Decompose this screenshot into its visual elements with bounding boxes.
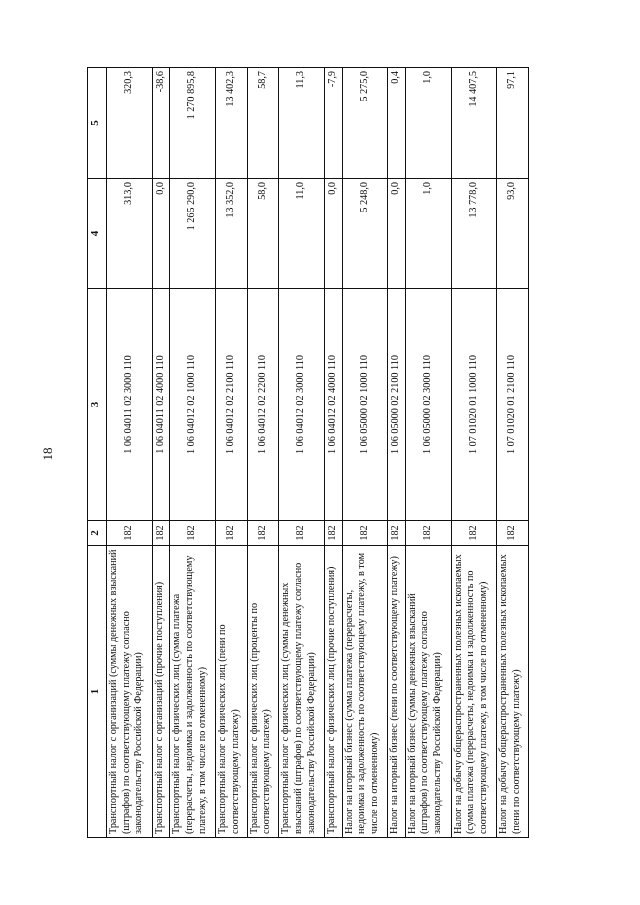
header-col-3: 3 [88, 289, 107, 521]
table-row [107, 68, 153, 838]
row-budget-code: 1 06 05000 02 3000 110 [405, 289, 451, 521]
row-name: Транспортный налог с физических лиц (пени по соответствующему платежу) [216, 546, 248, 838]
row-budget-code: 1 06 05000 02 1000 110 [342, 289, 388, 521]
header-col-5: 5 [88, 68, 107, 179]
row-value-4: 1 265 290,0 [170, 179, 216, 289]
table-header-row [88, 68, 107, 838]
row-value-5: 0,4 [388, 68, 405, 179]
table-row [170, 68, 216, 838]
row-admin-code: 182 [342, 521, 388, 546]
row-value-4: 58,0 [247, 179, 279, 289]
table-row [451, 68, 497, 838]
row-value-4: 5 248,0 [342, 179, 388, 289]
row-admin-code: 182 [170, 521, 216, 546]
page-number: 18 [40, 447, 55, 461]
row-value-4: 11,0 [279, 179, 325, 289]
table-row [388, 68, 405, 838]
row-value-4: 0,0 [325, 179, 342, 289]
row-value-5: -38,6 [152, 68, 169, 179]
row-budget-code: 1 06 04012 02 1000 110 [170, 289, 216, 521]
table-row [216, 68, 248, 838]
table-row [497, 68, 529, 838]
row-budget-code: 1 06 05000 02 2100 110 [388, 289, 405, 521]
row-admin-code: 182 [279, 521, 325, 546]
row-value-5: 58,7 [247, 68, 279, 179]
table-row [342, 68, 388, 838]
row-admin-code: 182 [497, 521, 529, 546]
row-value-4: 93,0 [497, 179, 529, 289]
table-row [325, 68, 342, 838]
row-admin-code: 182 [152, 521, 169, 546]
row-value-4: 0,0 [388, 179, 405, 289]
row-admin-code: 182 [216, 521, 248, 546]
row-budget-code: 1 06 04011 02 4000 110 [152, 289, 169, 521]
header-col-4: 4 [88, 179, 107, 289]
row-admin-code: 182 [405, 521, 451, 546]
table-row [279, 68, 325, 838]
table-row [405, 68, 451, 838]
row-name: Транспортный налог с организаций (прочие поступления) [152, 546, 169, 838]
row-name: Налог на игорный бизнес (пени по соответствующему платежу) [388, 546, 405, 838]
row-admin-code: 182 [325, 521, 342, 546]
row-value-5: -7,9 [325, 68, 342, 179]
table-row [247, 68, 279, 838]
header-col-1: 1 [88, 546, 107, 838]
rotated-table-container [87, 68, 529, 838]
row-name: Налог на игорный бизнес (сумма платежа (перерасчеты, недоимка и задолженность по соответствующему платежу, в том числе по отмененному) [342, 546, 388, 838]
row-budget-code: 1 07 01020 01 2100 110 [497, 289, 529, 521]
row-value-5: 1,0 [405, 68, 451, 179]
header-col-2: 2 [88, 521, 107, 546]
row-value-4: 0,0 [152, 179, 169, 289]
row-name: Налог на добычу общераспространенных полезных ископаемых (сумма платежа (перерасчеты, недоимка и задолженность по соответствующему платежу, в том числе по отмененному) [451, 546, 497, 838]
row-budget-code: 1 06 04011 02 3000 110 [107, 289, 153, 521]
row-name: Транспортный налог с организаций (суммы денежных взысканий (штрафов) по соответствующему платежу согласно законодательству Российской Федерации) [107, 546, 153, 838]
row-admin-code: 182 [247, 521, 279, 546]
row-value-5: 11,3 [279, 68, 325, 179]
row-value-4: 313,0 [107, 179, 153, 289]
row-name: Транспортный налог с физических лиц (суммы денежных взысканий (штрафов) по соответствующему платежу согласно законодательству Российской Федерации) [279, 546, 325, 838]
row-budget-code: 1 06 04012 02 4000 110 [325, 289, 342, 521]
row-admin-code: 182 [451, 521, 497, 546]
row-value-5: 14 407,5 [451, 68, 497, 179]
row-name: Налог на добычу общераспространенных полезных ископаемых (пени по соответствующему платежу) [497, 546, 529, 838]
row-budget-code: 1 06 04012 02 2200 110 [247, 289, 279, 521]
row-value-4: 13 352,0 [216, 179, 248, 289]
row-value-5: 97,1 [497, 68, 529, 179]
budget-revenue-table [87, 67, 529, 838]
table-row [152, 68, 169, 838]
row-name: Транспортный налог с физических лиц (проценты по соответствующему платежу) [247, 546, 279, 838]
row-value-4: 13 778,0 [451, 179, 497, 289]
row-budget-code: 1 07 01020 01 1000 110 [451, 289, 497, 521]
row-admin-code: 182 [388, 521, 405, 546]
row-name: Транспортный налог с физических лиц (сумма платежа (перерасчеты, недоимка и задолженность по соответствующему платежу, в том числе по отмененному) [170, 546, 216, 838]
row-name: Налог на игорный бизнес (суммы денежных взысканий (штрафов) по соответствующему платежу согласно законодательству Российской Федерации) [405, 546, 451, 838]
row-value-5: 13 402,3 [216, 68, 248, 179]
row-budget-code: 1 06 04012 02 2100 110 [216, 289, 248, 521]
row-name: Транспортный налог с физических лиц (прочие поступления) [325, 546, 342, 838]
row-value-5: 1 270 895,8 [170, 68, 216, 179]
row-value-5: 5 275,0 [342, 68, 388, 179]
row-budget-code: 1 06 04012 02 3000 110 [279, 289, 325, 521]
row-value-4: 1,0 [405, 179, 451, 289]
row-value-5: 320,3 [107, 68, 153, 179]
row-admin-code: 182 [107, 521, 153, 546]
